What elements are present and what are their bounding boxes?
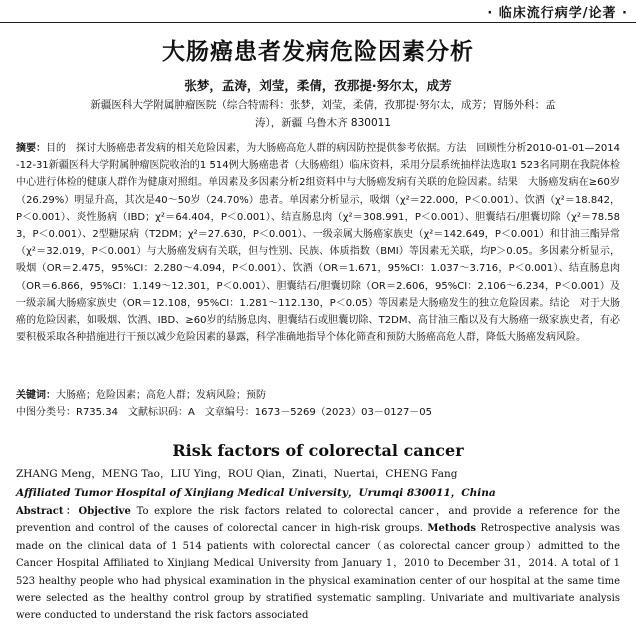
abstract-en-methods-label: Methods [427, 523, 477, 535]
abstract-en [16, 503, 620, 625]
keywords-zh [16, 386, 620, 401]
abstract-zh-text: 目的 探讨大肠癌患者发病的相关危险因素，为大肠癌高危人群的病因防控提供参考依据。方法 回顾性分析2010-01-01—2014-12-31新疆医科大学附属肿瘤医院收治的1 514例大肠癌患者（大肠癌组）临床资料，采用分层系统抽样法选取1 523名同期在我院体检中心进行体检的健康人群作为健康对照组。单因素及多因素分析2组资料中与大肠癌发病有关联的危险因素。结果 大肠癌发病在≥60岁（26.29%）明显升高，其次是40～50岁（24.70%）患者。单因素分析显示，吸烟（χ²＝22.000，P＜0.001）、饮酒（χ²＝18.842，P＜0.001）、炎性肠病（IBD；χ²＝64.404，P＜0.001）、结直肠息肉（χ²＝308.991，P＜0.001）、胆囊结石/胆囊切除（χ²＝78.583，P＜0.001）、2型糖尿病（T2DM；χ²＝27.630，P＜0.001）、一级亲属大肠癌家族史（χ²＝142.649，P＜0.001）和甘油三酯异常（χ²＝32.019，P＜0.001）与大肠癌发病有关联，但与性别、民族、体质指数（BMI）等因素无关联，均P＞0.05。多因素分析显示，吸烟（OR＝2.475，95%CI：2.280～4.094，P＜0.001）、饮酒（OR＝1.671，95%CI：1.037～3.716，P＜0.001）、结直肠息肉（OR＝6.866，95%CI：1.149～12.301，P＜0.001）、胆囊结石/胆囊切除（OR＝2.606，95%CI：2.106～6.234，P＜0.001）及一级亲属大肠癌家族史（OR＝12.108，95%CI：1.281～112.130，P＜0.05）等因素是大肠癌发生的独立危险因素。结论 对于大肠癌的危险因素，如吸烟、饮酒、IBD、≥60岁的结肠息肉、胆囊结石或胆囊切除、T2DM、高甘油三酯以及有大肠癌一级家族史者，有必要积极采取各种措施进行干预以减少危险因素的暴露，科学准确地指导个体化筛查和预防大肠癌高危人群，降低大肠癌发病风险。 [16, 143, 620, 344]
title-zh: 大肠癌患者发病危险因素分析 [162, 39, 474, 65]
affiliation-en: Affiliated Tumor Hospital of Xinjiang Medical University，Urumqi 830011，China [16, 487, 496, 499]
journal-section-tag: · 临床流行病学/论著 · [487, 6, 628, 21]
abstract-en-methods-text: Retrospective analysis was made on the clinical data of 1 514 patients with colorectal cancer（as colorectal cancer group）admitted to the Cancer Hospital Affiliated to Xinjiang Medical University from January 1，2010 to December 31，2014. A total of 1 523 healthy people who had physical examination in the physical examination center of our hospital at the same time were selected as the healthy control group by stratified systematic sampling. Univariate and multivariate analysis were conducted to understand the risk factors associated [16, 523, 620, 622]
abstract-zh-label: 摘要： [16, 143, 47, 154]
authors-en: ZHANG Meng，MENG Tao，LIU Ying，ROU Qian，Zinati，Nuertai，CHENG Fang [16, 468, 458, 480]
header-rule [0, 22, 636, 23]
authors-zh: 张梦，孟涛，刘莹，柔倩，孜那提·努尔太，成芳 [184, 78, 452, 93]
affiliation-zh: 新疆医科大学附属肿瘤医院（综合特需科：张梦，刘莹，柔倩，孜那提·努尔太，成芳；胃肠外科：孟涛），新疆 乌鲁木齐 830011 [90, 99, 556, 129]
keywords-zh-text: 大肠癌；危险因素；高危人群；发病风险；预防 [56, 390, 266, 401]
abstract-zh [16, 140, 620, 346]
title-en: Risk factors of colorectal cancer [172, 441, 464, 460]
abstract-en-label: Abstract：Objective [16, 506, 131, 517]
classification-zh: 中图分类号：R735.34 文献标识码：A 文章编号：1673－5269（2023）03－0127－05 [16, 407, 433, 418]
abstract-en-objective-text: To explore the risk factors related to colorectal cancer，and provide a reference for the prevention and control of the causes of colorectal cancer in high-risk groups. [16, 506, 621, 535]
keywords-zh-label: 关键词： [16, 390, 56, 401]
